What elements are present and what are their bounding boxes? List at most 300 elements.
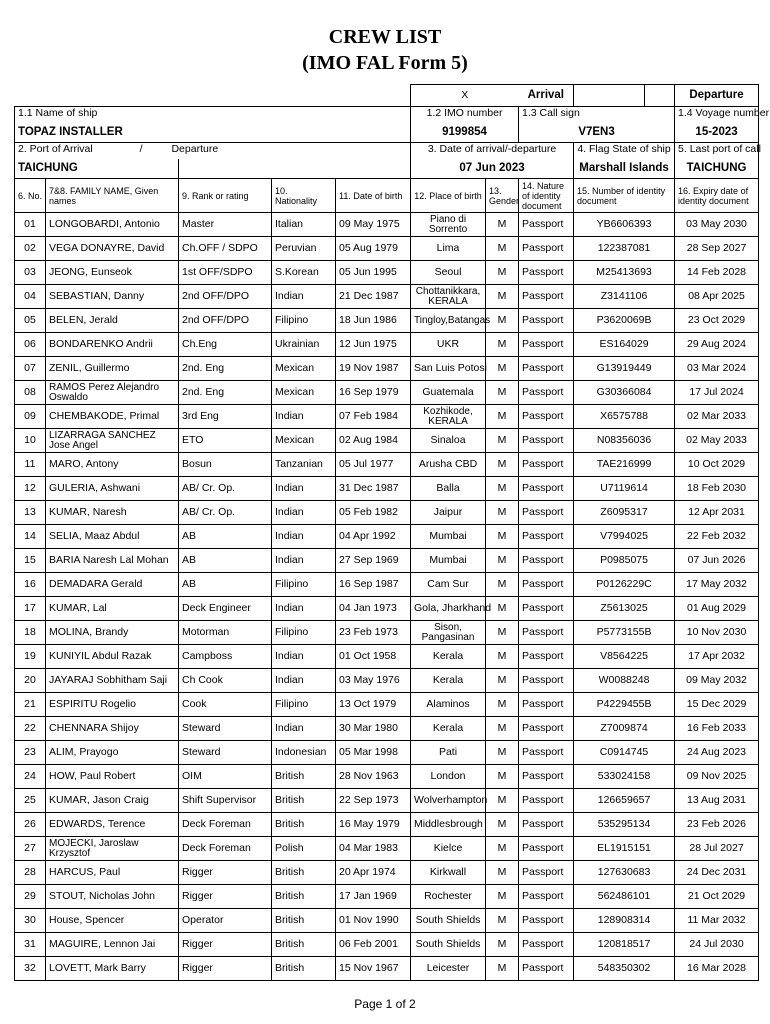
crew-dob: 02 Aug 1984 xyxy=(336,429,411,453)
crew-doc-number: P3620069B xyxy=(574,309,675,333)
crew-doc-number: 562486101 xyxy=(574,885,675,909)
crew-doc-number: 126659657 xyxy=(574,789,675,813)
crew-doc-type: Passport xyxy=(519,309,574,333)
crew-name: ESPIRITU Rogelio xyxy=(46,693,179,717)
crew-no: 29 xyxy=(15,885,46,909)
crew-expiry: 09 Nov 2025 xyxy=(675,765,759,789)
crew-name: HOW, Paul Robert xyxy=(46,765,179,789)
crew-doc-number: G13919449 xyxy=(574,357,675,381)
crew-dob: 18 Jun 1986 xyxy=(336,309,411,333)
crew-no: 06 xyxy=(15,333,46,357)
crew-rank: Master xyxy=(179,213,272,237)
crew-rank: Motorman xyxy=(179,621,272,645)
crew-name: JEONG, Eunseok xyxy=(46,261,179,285)
crew-nationality: Mexican xyxy=(272,381,336,405)
crew-doc-number: C0914745 xyxy=(574,741,675,765)
crew-name: KUMAR, Jason Craig xyxy=(46,789,179,813)
crew-name: DEMADARA Gerald xyxy=(46,573,179,597)
crew-pob: Cam Sur xyxy=(411,573,486,597)
crew-doc-number: N08356036 xyxy=(574,429,675,453)
crew-nationality: Filipino xyxy=(272,693,336,717)
table-row xyxy=(15,285,759,309)
crew-pob: South Shields xyxy=(411,933,486,957)
col-gender: 13. Gender xyxy=(486,179,519,213)
crew-no: 17 xyxy=(15,597,46,621)
table-row xyxy=(15,885,759,909)
table-row xyxy=(15,237,759,261)
crew-doc-number: TAE216999 xyxy=(574,453,675,477)
crew-name: CHENNARA Shijoy xyxy=(46,717,179,741)
table-row xyxy=(15,813,759,837)
crew-dob: 04 Mar 1983 xyxy=(336,837,411,861)
crew-pob: Leicester xyxy=(411,957,486,981)
crew-no: 04 xyxy=(15,285,46,309)
crew-dob: 22 Sep 1973 xyxy=(336,789,411,813)
crew-rank: Rigger xyxy=(179,885,272,909)
crew-no: 22 xyxy=(15,717,46,741)
crew-expiry: 24 Jul 2030 xyxy=(675,933,759,957)
col-pob: 12. Place of birth xyxy=(411,179,486,213)
crew-dob: 01 Nov 1990 xyxy=(336,909,411,933)
crew-doc-type: Passport xyxy=(519,597,574,621)
arrival-label: Arrival xyxy=(519,85,574,107)
crew-pob: Kerala xyxy=(411,717,486,741)
crew-doc-type: Passport xyxy=(519,885,574,909)
crew-gender: M xyxy=(486,357,519,381)
crew-pob: Mumbai xyxy=(411,525,486,549)
crew-dob: 31 Dec 1987 xyxy=(336,477,411,501)
crew-dob: 16 Sep 1979 xyxy=(336,381,411,405)
crew-doc-number: Z5613025 xyxy=(574,597,675,621)
crew-no: 26 xyxy=(15,813,46,837)
table-row xyxy=(15,765,759,789)
crew-gender: M xyxy=(486,477,519,501)
col-nationality: 10. Nationality xyxy=(272,179,336,213)
crew-nationality: Indian xyxy=(272,549,336,573)
crew-doc-type: Passport xyxy=(519,645,574,669)
crew-gender: M xyxy=(486,261,519,285)
crew-expiry: 09 May 2032 xyxy=(675,669,759,693)
table-row xyxy=(15,261,759,285)
crew-doc-type: Passport xyxy=(519,501,574,525)
crew-no: 07 xyxy=(15,357,46,381)
crew-doc-number: 128908314 xyxy=(574,909,675,933)
crew-nationality: Indian xyxy=(272,285,336,309)
last-port-value: TAICHUNG xyxy=(675,159,759,179)
crew-gender: M xyxy=(486,621,519,645)
table-row xyxy=(15,213,759,237)
crew-no: 31 xyxy=(15,933,46,957)
crew-no: 32 xyxy=(15,957,46,981)
crew-doc-number: V7994025 xyxy=(574,525,675,549)
crew-expiry: 24 Dec 2031 xyxy=(675,861,759,885)
crew-doc-type: Passport xyxy=(519,861,574,885)
crew-doc-number: P4229455B xyxy=(574,693,675,717)
table-row xyxy=(15,621,759,645)
crew-gender: M xyxy=(486,957,519,981)
arrival-checkbox[interactable]: X xyxy=(411,85,519,107)
crew-name: LOVETT, Mark Barry xyxy=(46,957,179,981)
crew-doc-number: P0985075 xyxy=(574,549,675,573)
crew-no: 11 xyxy=(15,453,46,477)
crew-doc-type: Passport xyxy=(519,789,574,813)
crew-nationality: Indian xyxy=(272,525,336,549)
crew-doc-type: Passport xyxy=(519,765,574,789)
crew-dob: 28 Nov 1963 xyxy=(336,765,411,789)
crew-doc-type: Passport xyxy=(519,909,574,933)
crew-nationality: Tanzanian xyxy=(272,453,336,477)
col-no: 6. No. xyxy=(15,179,46,213)
crew-pob: Middlesbrough xyxy=(411,813,486,837)
crew-no: 08 xyxy=(15,381,46,405)
crew-expiry: 29 Aug 2024 xyxy=(675,333,759,357)
crew-gender: M xyxy=(486,717,519,741)
crew-rank: AB/ Cr. Op. xyxy=(179,477,272,501)
crew-gender: M xyxy=(486,813,519,837)
imo-label: 1.2 IMO number xyxy=(411,107,519,123)
crew-expiry: 21 Oct 2029 xyxy=(675,885,759,909)
crew-name: KUNIYIL Abdul Razak xyxy=(46,645,179,669)
crew-rank: 2nd OFF/DPO xyxy=(179,309,272,333)
crew-pob: Piano di Sorrento xyxy=(411,213,486,237)
crew-no: 03 xyxy=(15,261,46,285)
crew-nationality: Indian xyxy=(272,645,336,669)
table-row xyxy=(15,909,759,933)
crew-nationality: British xyxy=(272,789,336,813)
crew-rank: Bosun xyxy=(179,453,272,477)
crew-name: RAMOS Perez Alejandro Oswaldo xyxy=(46,381,179,405)
crew-gender: M xyxy=(486,573,519,597)
crew-no: 01 xyxy=(15,213,46,237)
crew-no: 14 xyxy=(15,525,46,549)
crew-rank: Deck Foreman xyxy=(179,813,272,837)
crew-rank: Rigger xyxy=(179,933,272,957)
crew-nationality: Ukrainian xyxy=(272,333,336,357)
crew-dob: 16 Sep 1987 xyxy=(336,573,411,597)
crew-gender: M xyxy=(486,501,519,525)
crew-nationality: British xyxy=(272,885,336,909)
crew-doc-type: Passport xyxy=(519,741,574,765)
col-doc-type: 14. Nature of identity document xyxy=(519,179,574,213)
crew-gender: M xyxy=(486,645,519,669)
crew-name: ALIM, Prayogo xyxy=(46,741,179,765)
crew-nationality: British xyxy=(272,861,336,885)
crew-name: LIZARRAGA SANCHEZ Jose Angel xyxy=(46,429,179,453)
crew-expiry: 13 Aug 2031 xyxy=(675,789,759,813)
ship-name-value: TOPAZ INSTALLER xyxy=(15,123,411,143)
crew-no: 24 xyxy=(15,765,46,789)
crew-gender: M xyxy=(486,789,519,813)
crew-no: 19 xyxy=(15,645,46,669)
crew-nationality: S.Korean xyxy=(272,261,336,285)
crew-rank: Steward xyxy=(179,717,272,741)
crew-dob: 21 Dec 1987 xyxy=(336,285,411,309)
crew-doc-type: Passport xyxy=(519,429,574,453)
crew-doc-type: Passport xyxy=(519,237,574,261)
crew-gender: M xyxy=(486,453,519,477)
crew-nationality: Italian xyxy=(272,213,336,237)
crew-nationality: Filipino xyxy=(272,573,336,597)
crew-expiry: 03 May 2030 xyxy=(675,213,759,237)
crew-no: 21 xyxy=(15,693,46,717)
crew-rank: Ch.OFF / SDPO xyxy=(179,237,272,261)
crew-no: 02 xyxy=(15,237,46,261)
document-subtitle: (IMO FAL Form 5) xyxy=(302,52,468,74)
crew-nationality: British xyxy=(272,909,336,933)
crew-doc-type: Passport xyxy=(519,621,574,645)
crew-name: BARIA Naresh Lal Mohan xyxy=(46,549,179,573)
crew-no: 23 xyxy=(15,741,46,765)
crew-doc-number: W0088248 xyxy=(574,669,675,693)
call-sign-label: 1.3 Call sign xyxy=(519,107,675,123)
crew-doc-number: 127630683 xyxy=(574,861,675,885)
date-label: 3. Date of arrival/-departure xyxy=(411,143,574,159)
crew-rank: AB xyxy=(179,549,272,573)
departure-label: Departure xyxy=(675,85,759,107)
crew-nationality: Indian xyxy=(272,501,336,525)
crew-name: ZENIL, Guillermo xyxy=(46,357,179,381)
crew-name: BELEN, Jerald xyxy=(46,309,179,333)
crew-pob: Balla xyxy=(411,477,486,501)
crew-rank: Operator xyxy=(179,909,272,933)
crew-rank: Shift Supervisor xyxy=(179,789,272,813)
crew-pob: UKR xyxy=(411,333,486,357)
crew-doc-type: Passport xyxy=(519,453,574,477)
crew-doc-type: Passport xyxy=(519,285,574,309)
crew-doc-number: ES164029 xyxy=(574,333,675,357)
crew-expiry: 23 Oct 2029 xyxy=(675,309,759,333)
crew-expiry: 17 Apr 2032 xyxy=(675,645,759,669)
crew-name: KUMAR, Lal xyxy=(46,597,179,621)
crew-dob: 09 May 1975 xyxy=(336,213,411,237)
crew-gender: M xyxy=(486,669,519,693)
table-row xyxy=(15,357,759,381)
crew-doc-type: Passport xyxy=(519,525,574,549)
crew-doc-number: EL1915151 xyxy=(574,837,675,861)
crew-pob: Kozhikode, KERALA xyxy=(411,405,486,429)
crew-pob: Lima xyxy=(411,237,486,261)
col-name: 7&8. FAMILY NAME, Given names xyxy=(46,179,179,213)
crew-dob: 27 Sep 1969 xyxy=(336,549,411,573)
crew-name: House, Spencer xyxy=(46,909,179,933)
crew-doc-number: YB6606393 xyxy=(574,213,675,237)
crew-gender: M xyxy=(486,237,519,261)
crew-name: KUMAR, Naresh xyxy=(46,501,179,525)
crew-nationality: Polish xyxy=(272,837,336,861)
crew-rank: 3rd Eng xyxy=(179,405,272,429)
crew-no: 27 xyxy=(15,837,46,861)
crew-name: HARCUS, Paul xyxy=(46,861,179,885)
table-row xyxy=(15,789,759,813)
crew-rank: Cook xyxy=(179,693,272,717)
crew-name: GULERIA, Ashwani xyxy=(46,477,179,501)
crew-name: VEGA DONAYRE, David xyxy=(46,237,179,261)
flag-label: 4. Flag State of ship xyxy=(574,143,675,159)
crew-no: 18 xyxy=(15,621,46,645)
col-doc-number: 15. Number of identity document xyxy=(574,179,675,213)
crew-pob: Pati xyxy=(411,741,486,765)
crew-expiry: 03 Mar 2024 xyxy=(675,357,759,381)
crew-nationality: British xyxy=(272,933,336,957)
crew-expiry: 17 May 2032 xyxy=(675,573,759,597)
table-row xyxy=(15,549,759,573)
crew-gender: M xyxy=(486,741,519,765)
crew-gender: M xyxy=(486,333,519,357)
crew-rank: 1st OFF/SDPO xyxy=(179,261,272,285)
crew-dob: 17 Jan 1969 xyxy=(336,885,411,909)
imo-value: 9199854 xyxy=(411,123,519,143)
crew-doc-type: Passport xyxy=(519,405,574,429)
crew-doc-type: Passport xyxy=(519,717,574,741)
crew-pob: Jaipur xyxy=(411,501,486,525)
crew-rank: Campboss xyxy=(179,645,272,669)
crew-name: SEBASTIAN, Danny xyxy=(46,285,179,309)
crew-name: EDWARDS, Terence xyxy=(46,813,179,837)
crew-dob: 05 Feb 1982 xyxy=(336,501,411,525)
departure-checkbox[interactable] xyxy=(574,85,675,107)
crew-gender: M xyxy=(486,837,519,861)
crew-pob: Arusha CBD xyxy=(411,453,486,477)
table-row xyxy=(15,453,759,477)
crew-pob: Sison, Pangasinan xyxy=(411,621,486,645)
crew-pob: Alaminos xyxy=(411,693,486,717)
crew-expiry: 17 Jul 2024 xyxy=(675,381,759,405)
crew-no: 28 xyxy=(15,861,46,885)
crew-rank: Ch Cook xyxy=(179,669,272,693)
crew-pob: London xyxy=(411,765,486,789)
crew-gender: M xyxy=(486,429,519,453)
crew-dob: 16 May 1979 xyxy=(336,813,411,837)
crew-doc-type: Passport xyxy=(519,837,574,861)
crew-rank: ETO xyxy=(179,429,272,453)
crew-expiry: 11 Mar 2032 xyxy=(675,909,759,933)
crew-rank: OIM xyxy=(179,765,272,789)
crew-pob: Guatemala xyxy=(411,381,486,405)
crew-dob: 23 Feb 1973 xyxy=(336,621,411,645)
crew-name: SELIA, Maaz Abdul xyxy=(46,525,179,549)
crew-pob: Gola, Jharkhand xyxy=(411,597,486,621)
crew-nationality: Mexican xyxy=(272,429,336,453)
crew-doc-number: Z3141106 xyxy=(574,285,675,309)
crew-doc-number: V8564225 xyxy=(574,645,675,669)
crew-name: STOUT, Nicholas John xyxy=(46,885,179,909)
crew-doc-type: Passport xyxy=(519,357,574,381)
crew-nationality: Filipino xyxy=(272,621,336,645)
crew-nationality: Indian xyxy=(272,477,336,501)
voyage-label: 1.4 Voyage number xyxy=(675,107,759,123)
slash: / xyxy=(139,143,143,155)
crew-name: MOJECKI, Jaroslaw Krzysztof xyxy=(46,837,179,861)
crew-list-table xyxy=(14,84,770,981)
crew-dob: 04 Jan 1973 xyxy=(336,597,411,621)
crew-no: 30 xyxy=(15,909,46,933)
crew-pob: Seoul xyxy=(411,261,486,285)
crew-rank: Deck Engineer xyxy=(179,597,272,621)
crew-doc-type: Passport xyxy=(519,573,574,597)
call-sign-value: V7EN3 xyxy=(519,123,675,143)
table-row xyxy=(15,501,759,525)
crew-no: 09 xyxy=(15,405,46,429)
crew-gender: M xyxy=(486,525,519,549)
crew-dob: 07 Feb 1984 xyxy=(336,405,411,429)
crew-name: BONDARENKO Andrii xyxy=(46,333,179,357)
crew-expiry: 28 Sep 2027 xyxy=(675,237,759,261)
crew-nationality: Indonesian xyxy=(272,741,336,765)
crew-pob: San Luis Potosi xyxy=(411,357,486,381)
flag-value: Marshall Islands xyxy=(574,159,675,179)
crew-dob: 30 Mar 1980 xyxy=(336,717,411,741)
crew-expiry: 23 Feb 2026 xyxy=(675,813,759,837)
crew-gender: M xyxy=(486,309,519,333)
crew-pob: Kerala xyxy=(411,669,486,693)
crew-expiry: 16 Mar 2028 xyxy=(675,957,759,981)
crew-expiry: 12 Apr 2031 xyxy=(675,501,759,525)
crew-doc-type: Passport xyxy=(519,669,574,693)
crew-doc-number: P5773155B xyxy=(574,621,675,645)
voyage-value: 15-2023 xyxy=(675,123,759,143)
table-row xyxy=(15,741,759,765)
crew-dob: 12 Jun 1975 xyxy=(336,333,411,357)
crew-pob: Sinaloa xyxy=(411,429,486,453)
crew-no: 10 xyxy=(15,429,46,453)
crew-expiry: 16 Feb 2033 xyxy=(675,717,759,741)
crew-doc-type: Passport xyxy=(519,333,574,357)
port-label-text: 2. Port of Arrival xyxy=(18,143,93,155)
crew-dob: 20 Apr 1974 xyxy=(336,861,411,885)
crew-no: 25 xyxy=(15,789,46,813)
crew-dob: 15 Nov 1967 xyxy=(336,957,411,981)
crew-doc-type: Passport xyxy=(519,477,574,501)
crew-doc-number: P0126229C xyxy=(574,573,675,597)
crew-nationality: Indian xyxy=(272,717,336,741)
crew-doc-type: Passport xyxy=(519,213,574,237)
crew-rank: Deck Foreman xyxy=(179,837,272,861)
departure-text: Departure xyxy=(171,143,219,155)
last-port-label: 5. Last port of call xyxy=(675,143,759,159)
table-row xyxy=(15,957,759,981)
crew-nationality: Indian xyxy=(272,597,336,621)
crew-gender: M xyxy=(486,765,519,789)
crew-doc-type: Passport xyxy=(519,261,574,285)
crew-name: CHEMBAKODE, Primal xyxy=(46,405,179,429)
crew-expiry: 10 Oct 2029 xyxy=(675,453,759,477)
crew-nationality: British xyxy=(272,813,336,837)
crew-name: MAGUIRE, Lennon Jai xyxy=(46,933,179,957)
crew-expiry: 07 Jun 2026 xyxy=(675,549,759,573)
crew-gender: M xyxy=(486,909,519,933)
crew-name: JAYARAJ Sobhitham Saji xyxy=(46,669,179,693)
col-rank: 9. Rank or rating xyxy=(179,179,272,213)
crew-no: 12 xyxy=(15,477,46,501)
crew-pob: Mumbai xyxy=(411,549,486,573)
crew-rank: Rigger xyxy=(179,861,272,885)
port-arrival-label xyxy=(15,143,219,159)
crew-name: MOLINA, Brandy xyxy=(46,621,179,645)
crew-nationality: Indian xyxy=(272,405,336,429)
crew-nationality: Peruvian xyxy=(272,237,336,261)
crew-rank: 2nd OFF/DPO xyxy=(179,285,272,309)
crew-gender: M xyxy=(486,933,519,957)
crew-expiry: 28 Jul 2027 xyxy=(675,837,759,861)
crew-doc-number: U7119614 xyxy=(574,477,675,501)
crew-rank: Steward xyxy=(179,741,272,765)
table-row xyxy=(15,861,759,885)
crew-no: 16 xyxy=(15,573,46,597)
crew-gender: M xyxy=(486,285,519,309)
crew-dob: 05 Aug 1979 xyxy=(336,237,411,261)
crew-pob: Kirkwall xyxy=(411,861,486,885)
table-row xyxy=(15,669,759,693)
